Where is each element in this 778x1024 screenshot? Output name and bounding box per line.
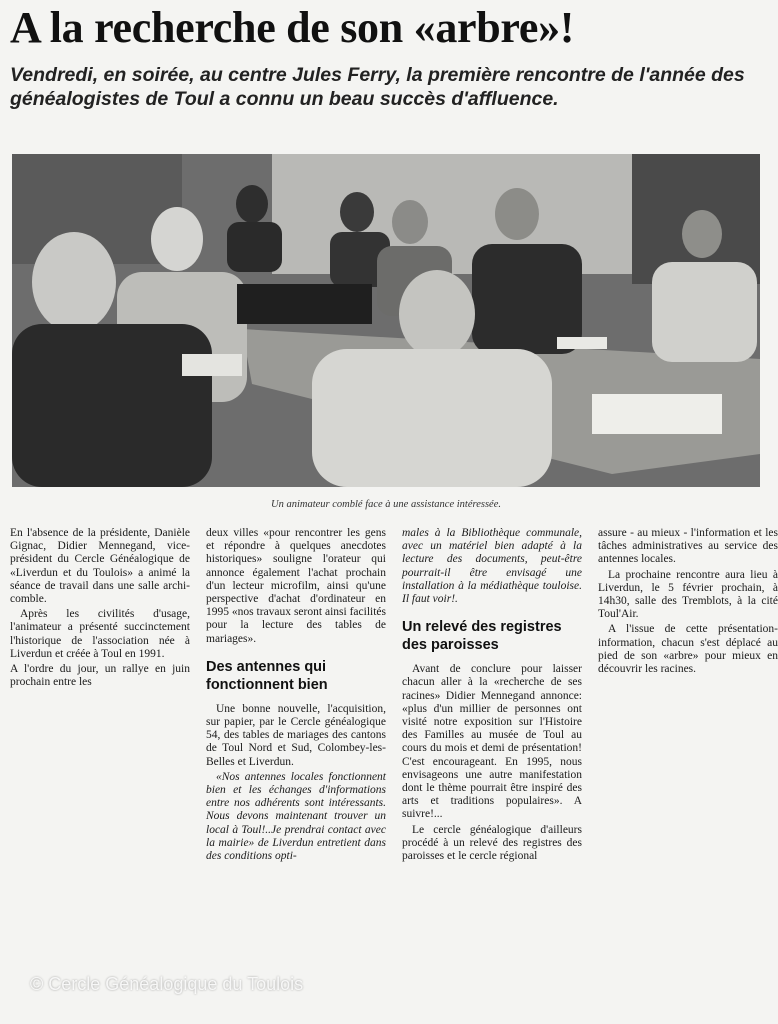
paragraph: Le cercle généalogique d'ailleurs procédé à un relevé des registres des paroisses et le cercle régional [402,823,582,863]
paragraph: Après les civilités d'usage, l'animateur a présenté succinctement l'historique de l'association née à Liverdun et créée à Toul en 1991. [10,608,190,660]
watermark: © Cercle Généalogique du Toulois [30,974,304,994]
paragraph: Avant de conclure pour laisser chacun aller à la «recherche de ses racines» Didier Mennegand annonce: «plus d'un millier de personnes ont visité notre exposition sur l'Histoire des Familles au musée de Toul au cours du mois et demi de présentation! C'est encourageant. En 1995, nous envisageons une autre manifestation dont le thème pourrait être inspiré des arts et traditions populaires». A suivre!... [402,663,582,821]
lede: Vendredi, en soirée, au centre Jules Ferry, la première rencontre de l'année des généalogistes de Toul a connu un beau succès d'affluence. [10,64,745,110]
paragraph: A l'issue de cette présentation-information, chacun s'est déplacé au pied de son «arbre» pour mieux en découvrir les racines. [598,623,778,676]
column-2 [206,527,386,865]
paragraph: deux villes «pour rencontrer les gens et répondre à quelques anecdotes historiques» souligne l'orateur qui annonce également l'achat prochain d'un lecteur microfilm, ainsi qu'une perspective d'achat d'ordinateur en 1995 «nos travaux seront ainsi facilités pour la lecture des tables de mariages». [206,527,386,645]
photo-caption: Un animateur comblé face à une assistance intéressée. [271,499,501,510]
paragraph: A l'ordre du jour, un rallye en juin prochain entre les [10,663,190,689]
column-4 [598,527,778,678]
column-3 [402,527,582,865]
paragraph: Une bonne nouvelle, l'acquisition, sur papier, par le Cercle généalogique 54, des tables de mariages des cantons de Toul Nord et Sud, Colombey-les-Belles et Liverdun. [206,702,386,768]
paragraph: La prochaine rencontre aura lieu à Liverdun, le 5 février prochain, à 14h30, salle des Tremblots, à la cité Toul'Air. [598,568,778,621]
paragraph: En l'absence de la présidente, Danièle Gignac, Didier Mennegand, vice-président du Cercle Généalogique de «Liverdun et du Toulois» a animé la séance de travail dans une salle archi-comble. [10,527,190,606]
paragraph: males à la Bibliothèque communale, avec un matériel bien adapté à la lecture des documents, peut-être pourrait-il être envisagé une installation à la médiathèque touloise. Il faut voir!. [402,527,582,606]
paragraph: assure - au mieux - l'information et les tâches administratives au service des antennes locales. [598,527,778,566]
column-1 [10,527,190,691]
section-heading: Des antennes qui fonctionnent bien [206,658,328,693]
headline: A la recherche de son «arbre»! [10,3,575,52]
section-heading: Un relevé des registres des paroisses [402,619,562,654]
meeting-photo [12,154,760,487]
paragraph: «Nos antennes locales fonctionnent bien et les échanges d'informations entre nos adhérents sont intéressants. Nous devons maintenant trouver un local à Toul!..Je prendrai contact avec la mairie» de Liverdun entretient dans des conditions opti- [206,770,386,863]
